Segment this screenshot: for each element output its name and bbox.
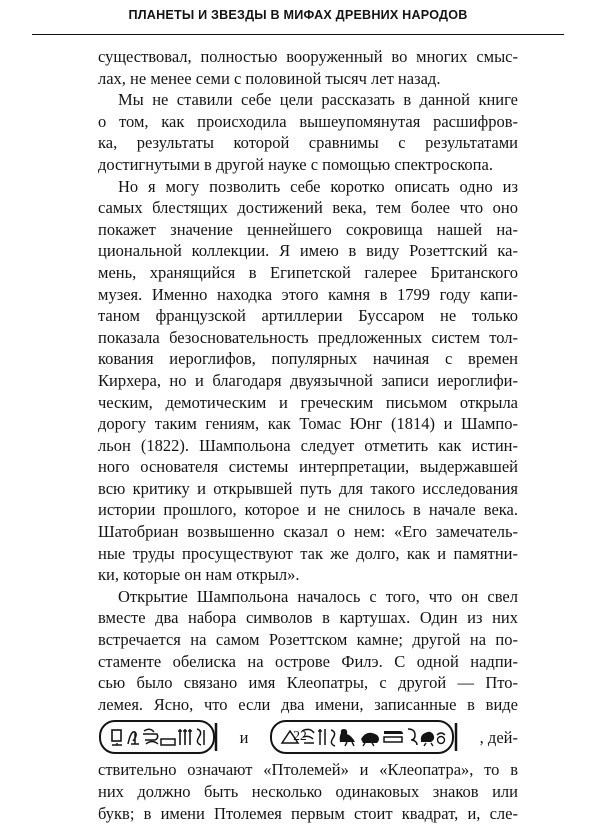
text-line: музея. Именно находка этого камня в 1799 году капи- bbox=[98, 284, 518, 304]
text-line: достигнутыми в другой науке с помощью спектроскопа. bbox=[98, 154, 493, 174]
text-line: встречается на самом Розеттском камне; другой на по- bbox=[98, 630, 518, 650]
page-number: 22 bbox=[293, 728, 307, 743]
body-text bbox=[98, 46, 518, 824]
after-cartouche-text: , дей- bbox=[479, 727, 518, 747]
text-line: истории прошлого, которое и не снилось в начале века. bbox=[98, 500, 518, 520]
text-line: всю критику и открывшей путь для такого исследования bbox=[98, 478, 518, 498]
text-line: дорогу таким гениям, как Томас Юнг (1814) и Шампо- bbox=[98, 414, 518, 434]
text-line: кования иероглифов, популярных начиная с времен bbox=[98, 349, 518, 369]
text-line: ки, которые он нам открыл». bbox=[98, 565, 300, 585]
text-line: Открытие Шампольона началось с того, что он свел bbox=[118, 586, 518, 606]
text-line: Кирхера, но и благодаря двуязычной записи иероглифи- bbox=[98, 370, 518, 390]
cartouche-conjunction: и bbox=[239, 727, 249, 747]
header-rule bbox=[32, 34, 564, 35]
text-line: них должно быть несколько одинаковых знаков или bbox=[98, 782, 518, 801]
text-line: стаменте обелиска на острове Филэ. С одной надпи- bbox=[98, 651, 518, 671]
text-line: циональной коллекции. Я имею в виду Розеттский ка- bbox=[98, 241, 518, 261]
text-line: существовал, полностью вооруженный во многих смыс- bbox=[98, 47, 518, 66]
text-line: Но я могу позволить себе коротко описать одно из bbox=[118, 176, 518, 196]
text-line: ствительно означают «Птолемей» и «Клеопатра», то в bbox=[98, 760, 518, 780]
text-line: покажет значение ценнейшего сокровища нашей на- bbox=[98, 219, 518, 239]
text-line: показала безосновательность предложенных систем тол- bbox=[98, 327, 518, 347]
text-line: Мы не ставили себе цели рассказать в данной книге bbox=[118, 90, 518, 110]
text-line: букв; в имени Птолемея первым стоит квадрат, и, сле- bbox=[98, 803, 518, 823]
text-line: лах, не менее семи с половиной тысяч лет назад. bbox=[98, 68, 441, 88]
text-line: ные труды просуществуют так же долго, как и памятни- bbox=[98, 543, 518, 563]
text-line: мень, хранящийся в Египетской галерее Британского bbox=[98, 262, 518, 282]
text-line: льон (1822). Шампольона следует отметить как истин- bbox=[98, 435, 518, 455]
text-line: ческим, демотическим и греческим письмом открыла bbox=[98, 392, 518, 412]
text-line: таном французской артиллерии Буссаром не только bbox=[98, 306, 518, 326]
text-line: о том, как происходила вышеупомянутая расшифров- bbox=[98, 111, 518, 131]
text-line: лемея. Ясно, что если два имени, записанные в виде bbox=[98, 694, 518, 714]
text-line: ного основателя системы интерпретации, выдержавшей bbox=[98, 457, 518, 477]
running-header: ПЛАНЕТЫ И ЗВЕЗДЫ В МИФАХ ДРЕВНИХ НАРОДОВ bbox=[128, 8, 468, 22]
text-line: самых блестящих достижений века, тем более что оно bbox=[98, 198, 518, 218]
text-line: Шатобриан возвышенно сказал о нем: «Его замечатель- bbox=[98, 522, 518, 542]
text-line: сью было связано имя Клеопатры, с другой — Пто- bbox=[98, 673, 518, 693]
text-line: вместе два набора символов в картушах. Один из них bbox=[98, 608, 518, 628]
text-line: ка, результаты которой сравнимы с результатами bbox=[98, 133, 518, 153]
